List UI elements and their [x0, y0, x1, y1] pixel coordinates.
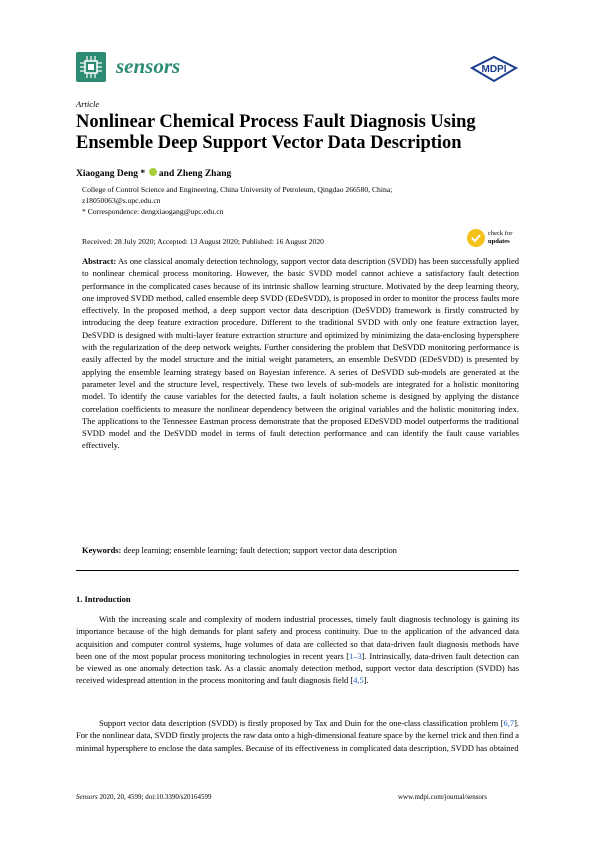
- publication-dates: Received: 28 July 2020; Accepted: 13 August 2020; Published: 16 August 2020: [82, 237, 324, 246]
- author-1[interactable]: Xiaogang Deng *: [76, 169, 146, 179]
- author-list: [76, 168, 231, 179]
- author-email[interactable]: z18050063@s.upc.edu.cn: [82, 196, 161, 205]
- keywords-label: Keywords:: [82, 545, 122, 555]
- check-updates-icon[interactable]: [466, 228, 486, 253]
- citation-link[interactable]: 1–3: [349, 650, 362, 661]
- mdpi-logo-icon: [470, 56, 518, 87]
- affiliation-line: College of Control Science and Engineering, China University of Petroleum, Qingdao 266580, China;: [82, 185, 393, 194]
- section-heading: 1. Introduction: [76, 594, 131, 604]
- affiliation-block: [82, 184, 522, 217]
- footer-citation: [76, 793, 212, 801]
- keywords: [82, 544, 519, 556]
- journal-name: sensors: [116, 54, 181, 78]
- correspondence[interactable]: * Correspondence: dengxiaogang@upc.edu.cn: [82, 207, 224, 216]
- intro-paragraph-1: With the increasing scale and complexity of modern industrial processes, timely fault diagnosis technology is gaining its importance because of the high demands for plant safety and process continuity. Due to the application of the advanced data acquisition and computer control systems, huge volumes of data are collected so that data-driven fault diagnosis methods have been one of the most popular process monitoring technologies in recent years [1–3]. Intrinsically, data-driven fault detection can be viewed as one anomaly detection task. As a classic anomaly detection method, support vector data description (SVDD) has received widespread attention in the process monitoring and fault diagnosis field [4,5].: [76, 614, 519, 686]
- keywords-text: deep learning; ensemble learning; fault detection; support vector data description: [123, 545, 397, 555]
- publisher-name: MDPI: [481, 64, 507, 75]
- footer-url[interactable]: www.mdpi.com/journal/sensors: [398, 793, 487, 801]
- check-updates-label[interactable]: check for updates: [488, 230, 513, 245]
- abstract-label: Abstract:: [82, 256, 117, 266]
- divider: [76, 570, 519, 571]
- citation-link[interactable]: 6,7: [503, 718, 515, 728]
- abstract: [82, 255, 519, 452]
- paper-title: Nonlinear Chemical Process Fault Diagnosis Using Ensemble Deep Support Vector Data Description: [76, 112, 476, 153]
- orcid-icon[interactable]: [149, 168, 157, 176]
- intro-paragraph-2: Support vector data description (SVDD) is firstly proposed by Tax and Duin for the one-class classification problem [6,7]. For the nonlinear data, SVDD firstly projects the raw data onto a high-dimensional feature space by the kernel trick and then find a minimal hypersphere to enclose the data samples. Because of its effectiveness in complicated data description, SVDD has obtained: [76, 718, 519, 753]
- article-type: Article: [76, 99, 100, 109]
- sensors-logo-icon: [76, 52, 106, 82]
- abstract-text: As one classical anomaly detection technology, support vector data description (SVDD) has been successfully applied to nonlinear chemical process monitoring. However, the basic SVDD model cannot achieve a satisfactory fault detection performance in the complicated cases because of its intrinsic shallow learning structure. Motivated by the deep learning theory, one improved SVDD method, called ensemble deep SVDD (EDeSVDD), is proposed in order to monitor the process faults more effectively. In the proposed method, a deep support vector data description (DeSVDD) framework is firstly constructed by introducing the deep feature extraction procedure. Different to the traditional SVDD with only one feature extraction layer, DeSVDD is designed with multi-layer feature extraction structure and optimized by minimizing the data-enclosing hypersphere with the regularization of the deep network weights. Further considering the problem that DeSVDD monitoring performance is easily affected by the model structure and the initial weight parameters, an ensemble DeSVDD (EDeSVDD) is presented by applying the ensemble learning strategy based on Bayesian inference. A series of DeSVDD sub-models are generated at the parameter level and the structure level, respectively. These two levels of sub-models are integrated for a holistic monitoring model. To identify the cause variables for the detected faults, a fault isolation scheme is designed by applying the distance correlation coefficients to measure the nonlinear dependency between the original variables and the holistic monitoring index. The applications to the Tennessee Eastman process demonstrate that the proposed EDeSVDD model outperforms the traditional SVDD model and the DeSVDD model in terms of fault detection performance and can identify the fault cause variables effectively.: [82, 256, 519, 451]
- citation-link[interactable]: 4,5: [353, 675, 364, 686]
- footer-doi[interactable]: 2020, 20, 4599; doi:10.3390/s20164599: [97, 793, 212, 801]
- footer-journal: Sensors: [76, 793, 98, 801]
- author-2[interactable]: and Zheng Zhang: [158, 169, 232, 179]
